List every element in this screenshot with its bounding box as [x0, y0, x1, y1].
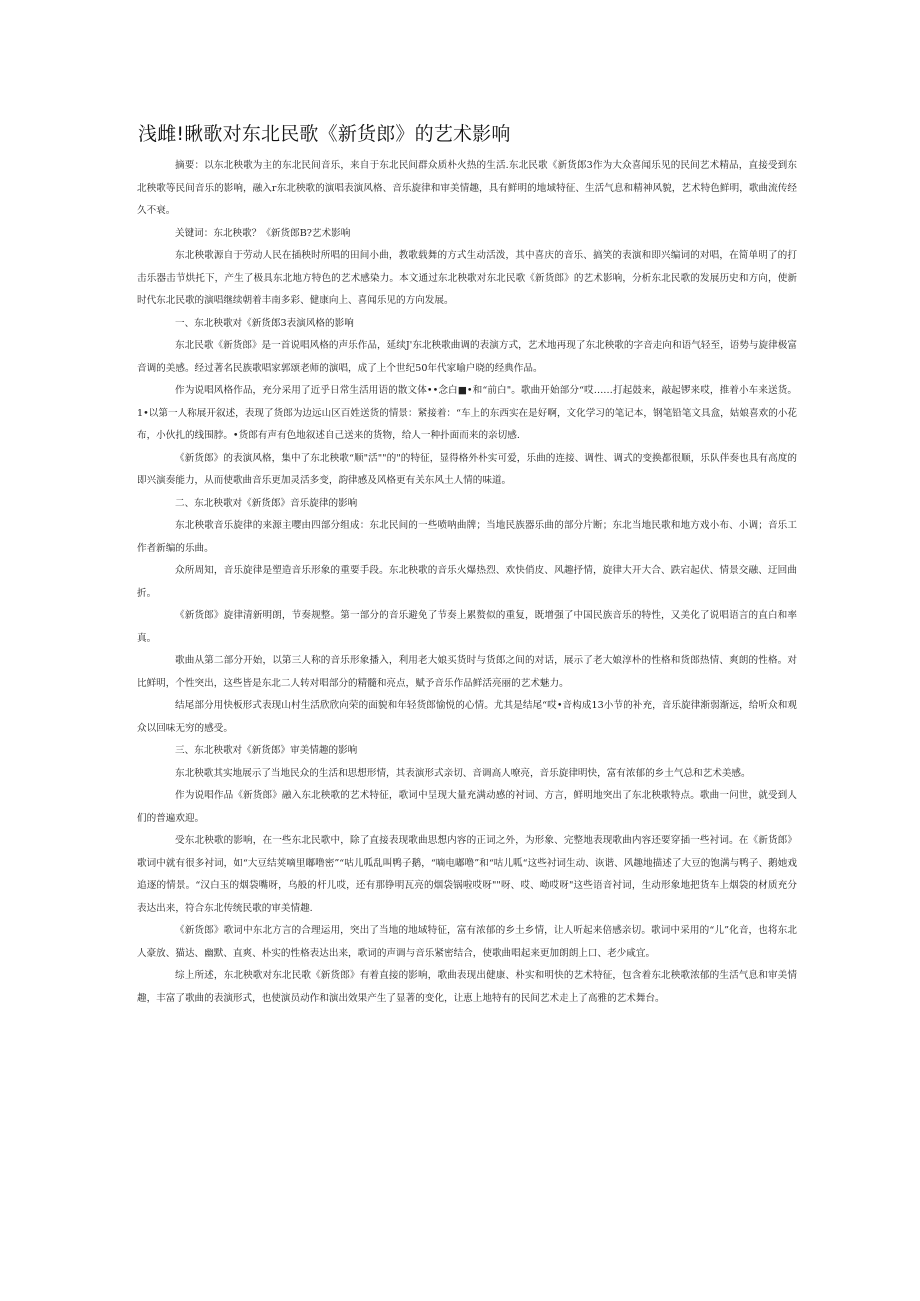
- body-paragraph: 作为说唱作品《新货郎》融入东北秧歌的艺术特征，歌词中呈现大量充满动感的衬词、方言，鲜明地突出了东北秧歌特点。歌曲一问世，就受到人们的普遍欢迎。: [137, 790, 797, 824]
- body-paragraph: 作为说唱风格作品，充分采用了近乎日常生活用语的散文体••念白■•和“前白"。歌曲开始部分“哎……打起鼓来，敲起锣来哎，推着小车来送货。1•以第一人称展开叙述，表现了货郎为边远山区百姓送货的情景：紧接着：“车上的东西实在是好啊，文化学习的笔记本，钢笔铅笔文具盒，姑娘喜欢的小花布，小伙扎的线围脖。•货郎有声有色地叙述自己送来的货物，给人一种扑面而来的亲切感.: [137, 385, 797, 441]
- body-paragraph: 综上所述，东北秧歌对东北民歌《新货郎》有着直接的影响，歌曲表现出健康、朴实和明快的艺术特征，包含着东北秧歌浓郁的生活气息和审美情趣，丰富了歌曲的表演形式，也使演员动作和演出效果产生了显著的变化，让恵上地特有的民间艺术走上了高雅的艺术舞台。: [137, 970, 797, 1004]
- body-paragraph: 东北秧歌其实地展示了当地民众的生活和思想形情，其表演形式亲切、音调高人嘹亮，音乐旋律明快，富有浓郁的乡土气总和艺术美感。: [175, 767, 751, 779]
- section-heading: 三、东北秧歌对《新货郎》审美情趣的影响: [175, 745, 358, 756]
- body-paragraph: 结尾部分用快板形式表现山村生活欣欣向荣的面貌和年轻货郎愉悦的心情。尤其是结尾“哎•音构成13小节的补充，音乐旋律渐弱渐远，给听众和观众以回味无穷的感受。: [137, 700, 797, 734]
- section-heading: 一、东北秧歌对《新货郎3表演风格的影响: [175, 317, 354, 329]
- body-paragraph: 东北民歌《新货郎》是一首说唱风格的声乐作品，延续J'东北秧歌曲调的表演方式，艺术地再现了东北秧歌的字音走向和语气轻至，语势与旋律极富音调的美感。经过著名民族歌唱家郭颂老师的演唱，成了上个世纪50年代家喻户晓的经典作品。: [137, 340, 797, 374]
- section-heading: 二、东北秧歌对《新货郎》音乐旋律的影响: [175, 497, 358, 509]
- abstract-paragraph: 摘要：以东北秧歌为主的东北民间音乐，来自于东北民间群众质朴火热的生活.东北民歌《新货郎3作为大众喜闻乐见的民间艺术精品，直接受到东北秧歌等民间音乐的影响，融入r东北秧歌的演唱表演风格、音乐旋律和审美情趣，具有鲜明的地域特征、生活气息和精神风貌，艺术特色鲜明，歌曲流传经久不衰。: [137, 160, 797, 216]
- body-paragraph: 东北秧歌源自于劳动人民在插秧时所唱的田间小曲，教歌载舞的方式生动活泼，其中喜庆的音乐、搞笑的表演和即兴编词的对唱，在简单明了的打击乐器击节烘托下，产生了极具东北地方特色的艺术感染力。本文通过东北秧歌对东北民歌《新货郎》的艺术影响，分析东北民歌的发展历史和方向，使新时代东北民歌的演唱继续朝着丰南多彩、健康向上、喜闻乐见的方向发展。: [137, 250, 797, 306]
- body-paragraph: 受东北秧歌的影响，在一些东北民歌中，除了直接表现歌曲思想内容的正词之外，为形象、完整地表现歌曲内容还要穿插一些衬词。在《新货郎》歌词中就有很多衬词，如“大豆结荚嘀里嘟噜密”“咕儿呱乱叫鸭子鹅，“嘀电嘟噜”和“咕儿呱“这些衬词生动、诙谐、风趣地描述了大豆的饱满与鸭子、鹅她戏追逐的情景。“汉白玉的烟袋嘴呀，乌般的杆儿哎，还有那铮明瓦亮的烟袋锅啦哎呀""呀、哎、呦哎呀"这些语音衬词，生动形象地把货车上烟袋的材质充分表达出来，符合东北传统民歌的审美情趣.: [137, 835, 797, 914]
- body-paragraph: 东北秧歌音乐旋律的来源主嘤由四部分组成：东北民间的一些喷呐曲牌；当地民族器乐曲的部分片断；东北当地民歌和地方戏小布、小调；音乐工作者新编的乐曲。: [137, 520, 797, 554]
- body-paragraph: 众所周知，音乐旋律是塑造音乐形象的重要手段。东北秧歌的音乐火爆热烈、欢快俏皮、风趣抒情，旋律大开大合、跌宕起伏、情景交融、迂回曲折。: [137, 565, 797, 599]
- document-title: 浅雌!瞅歌对东北民歌《新货郎》的艺术影响: [138, 123, 511, 145]
- document-body: [137, 155, 797, 1010]
- body-paragraph: 《新货郎》旋律清新明朗，节奏规整。第一部分的音乐避免了节奏上累赘似的重复，既增强了中国民族音乐的特性，又美化了说唱语言的直白和率真。: [137, 610, 797, 644]
- keywords-line: 关键词：东北秧歌？《新货郎B?艺术影响: [175, 227, 351, 239]
- body-paragraph: 《新货郎》的表演风格，集中了东北秧歌“顺"活""的"的特征，显得格外朴实可爱，乐曲的连接、调性、调式的变换都很顺，乐队伴奏也具有高度的即兴演奏能力，从而使歌曲音乐更加灵活多变，韵律感及风格更有关东风土人情的味道。: [137, 452, 797, 486]
- body-paragraph: 《新货郎》歌词中东北方言的合理运用，突出了当地的地域特征，富有浓郁的乡土乡情，让人听起来倍感亲切。歌词中采用的“儿”化音，也将东北人豪放、猫达、幽默、直爽、朴实的性格表达出来，歌词的声调与音乐紧密结合，使歌曲唱起来更加朗朗上口、老少咸宜。: [137, 925, 797, 959]
- body-paragraph: 歌曲从第二部分开始，以第三人称的音乐形象播入，利用老大娘买货时与货郎之间的对话，展示了老大娘淳朴的性格和货郎热情、爽朗的性格。对比鲜明，个性突出，这些皆是东北二人转对唱部分的精髓和亮点，赋予音乐作品鲜活亮丽的艺术魅力。: [137, 655, 797, 689]
